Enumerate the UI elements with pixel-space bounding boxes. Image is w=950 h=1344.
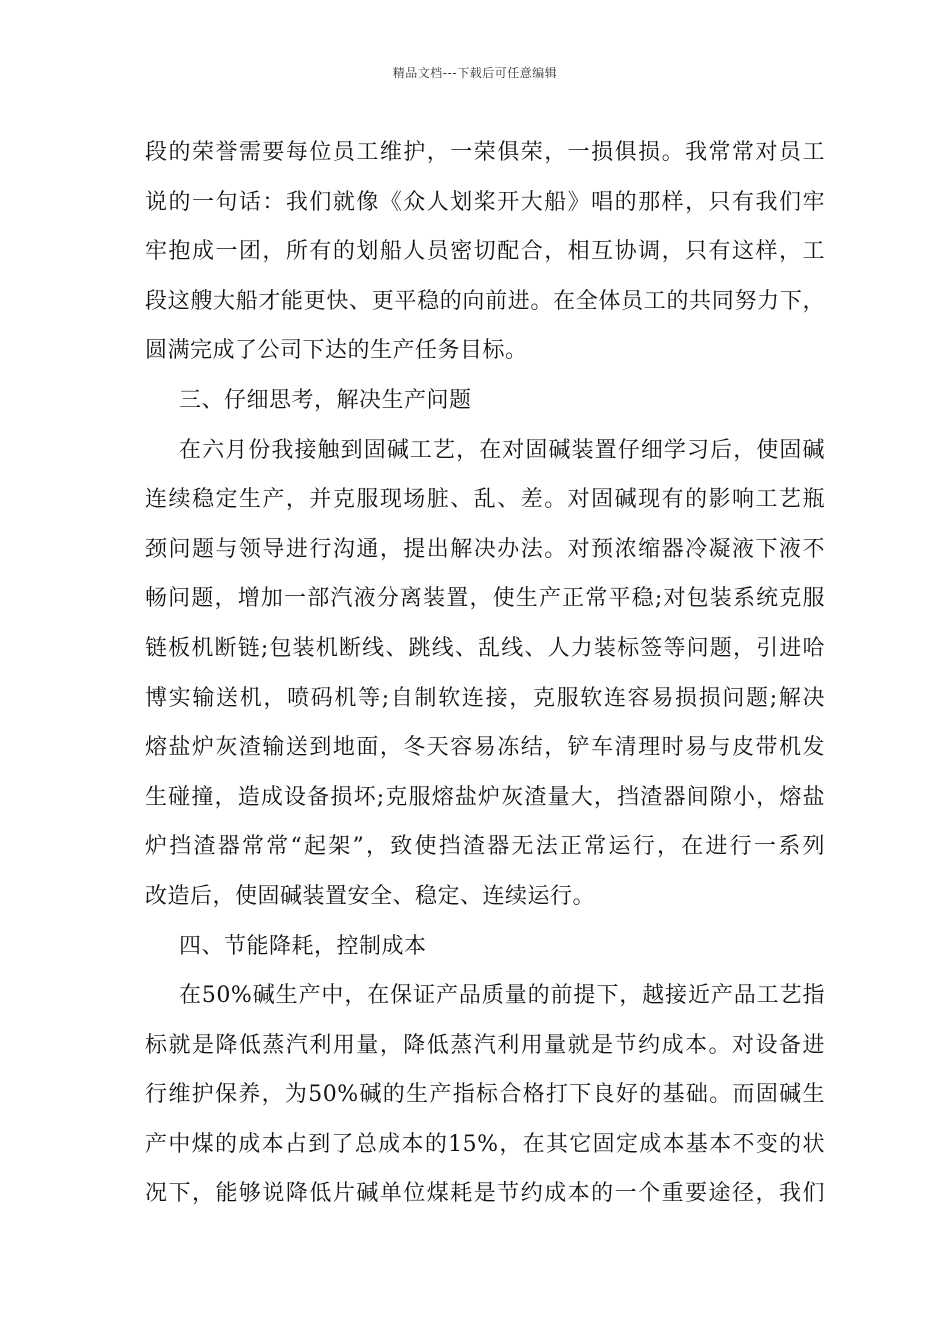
section-heading: 四、节能降耗，控制成本 bbox=[179, 933, 427, 959]
paragraph-line: 圆满完成了公司下达的生产任务目标。 bbox=[145, 338, 528, 364]
paragraph-line: 博实输送机，喷码机等;自制软连接，克服软连容易损损问题;解决 bbox=[145, 685, 825, 711]
paragraph-line: 畅问题，增加一部汽液分离装置，使生产正常平稳;对包装系统克服 bbox=[145, 586, 825, 612]
paragraph-line: 颈问题与领导进行沟通，提出解决办法。对预浓缩器冷凝液下液不 bbox=[145, 536, 825, 562]
paragraph-line: 在50%碱生产中，在保证产品质量的前提下，越接近产品工艺指 bbox=[179, 983, 825, 1009]
paragraph-line: 说的一句话：我们就像《众人划桨开大船》唱的那样，只有我们牢 bbox=[145, 189, 825, 215]
paragraph-line: 牢抱成一团，所有的划船人员密切配合，相互协调，只有这样，工 bbox=[145, 239, 825, 265]
paragraph-line: 熔盐炉灰渣输送到地面，冬天容易冻结，铲车清理时易与皮带机发 bbox=[145, 735, 825, 761]
paragraph-line: 改造后，使固碱装置安全、稳定、连续运行。 bbox=[145, 883, 596, 909]
paragraph-line: 标就是降低蒸汽利用量，降低蒸汽利用量就是节约成本。对设备进 bbox=[145, 1032, 825, 1058]
paragraph-line: 连续稳定生产，并克服现场脏、乱、差。对固碱现有的影响工艺瓶 bbox=[145, 487, 825, 513]
paragraph-line: 行维护保养，为50%碱的生产指标合格打下良好的基础。而固碱生 bbox=[145, 1082, 825, 1108]
document-body bbox=[145, 128, 825, 1219]
paragraph-line: 在六月份我接触到固碱工艺，在对固碱装置仔细学习后，使固碱 bbox=[179, 437, 825, 463]
paragraph-line: 段这艘大船才能更快、更平稳的向前进。在全体员工的共同努力下， bbox=[145, 288, 825, 314]
paragraph-line: 况下，能够说降低片碱单位煤耗是节约成本的一个重要途径，我们 bbox=[145, 1181, 825, 1207]
paragraph-line: 炉挡渣器常常“起架”，致使挡渣器无法正常运行，在进行一系列 bbox=[145, 834, 825, 860]
page-header: 精品文档---下载后可任意编辑 bbox=[392, 66, 558, 80]
paragraph-line: 生碰撞，造成设备损坏;克服熔盐炉灰渣量大，挡渣器间隙小，熔盐 bbox=[145, 784, 825, 810]
paragraph-line: 段的荣誉需要每位员工维护，一荣俱荣，一损俱损。我常常对员工 bbox=[145, 140, 825, 165]
paragraph-line: 产中煤的成本占到了总成本的15%，在其它固定成本基本不变的状 bbox=[145, 1131, 825, 1157]
section-heading: 三、仔细思考，解决生产问题 bbox=[179, 387, 472, 413]
paragraph-line: 链板机断链;包装机断线、跳线、乱线、人力装标签等问题，引进哈 bbox=[145, 635, 825, 661]
